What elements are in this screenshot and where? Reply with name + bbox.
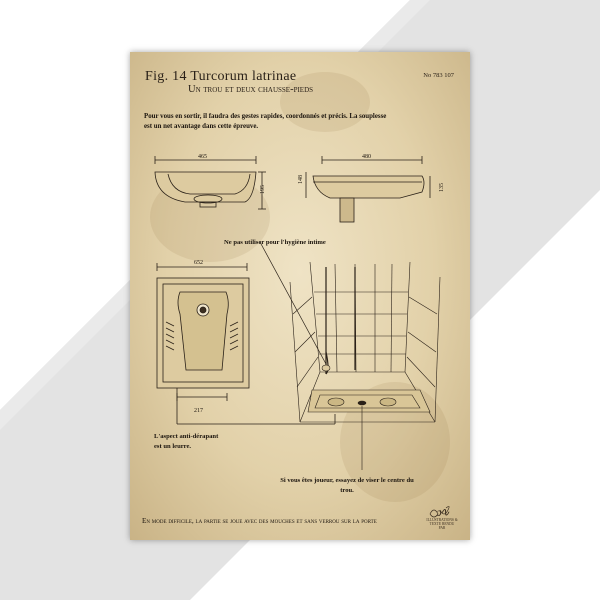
figure-title: Fig. 14 Turcorum latrinae — [145, 69, 297, 84]
signature — [426, 506, 458, 530]
footer-text: En mode difficile, la partie se joue avec des mouches et sans verrou sur la porte — [142, 517, 377, 525]
sink-front-drawing — [155, 156, 266, 209]
reference-number: No 783 107 — [423, 72, 454, 79]
side-height-left-label: 148 — [298, 175, 304, 184]
plate-width-label: 652 — [194, 260, 203, 266]
perspective-room-drawing — [260, 242, 440, 470]
inner-width-label: 217 — [194, 408, 203, 414]
sink-width-label: 465 — [198, 154, 207, 160]
figure-subtitle: Un trou et deux chausse-pieds — [188, 84, 314, 95]
intro-text: Pour vous en sortir, il faudra des gestes rapides, coordonnés et précis. La souplesse est un net avantage dans cette épreuve. — [144, 113, 387, 130]
poster — [130, 52, 470, 540]
side-width-label: 480 — [362, 154, 371, 160]
squat-plate-drawing — [157, 263, 335, 424]
note-joueur: Si vous êtes joueur, essayez de viser le centre du trou. — [280, 477, 414, 494]
sink-side-drawing — [306, 156, 430, 222]
note-aspect: L'aspect anti-dérapant est un leurre. — [154, 433, 219, 450]
sink-depth-label: 195 — [260, 185, 266, 194]
signature-caption: ILLUSTRATIONS & TEXTE RENDU PAR — [426, 518, 458, 530]
side-height-right-label: 135 — [439, 183, 445, 192]
signature-glyph: ↄ∿ — [436, 505, 448, 519]
technical-drawings — [130, 52, 470, 540]
note-hygiene: Ne pas utiliser pour l'hygiène intime — [224, 239, 326, 246]
